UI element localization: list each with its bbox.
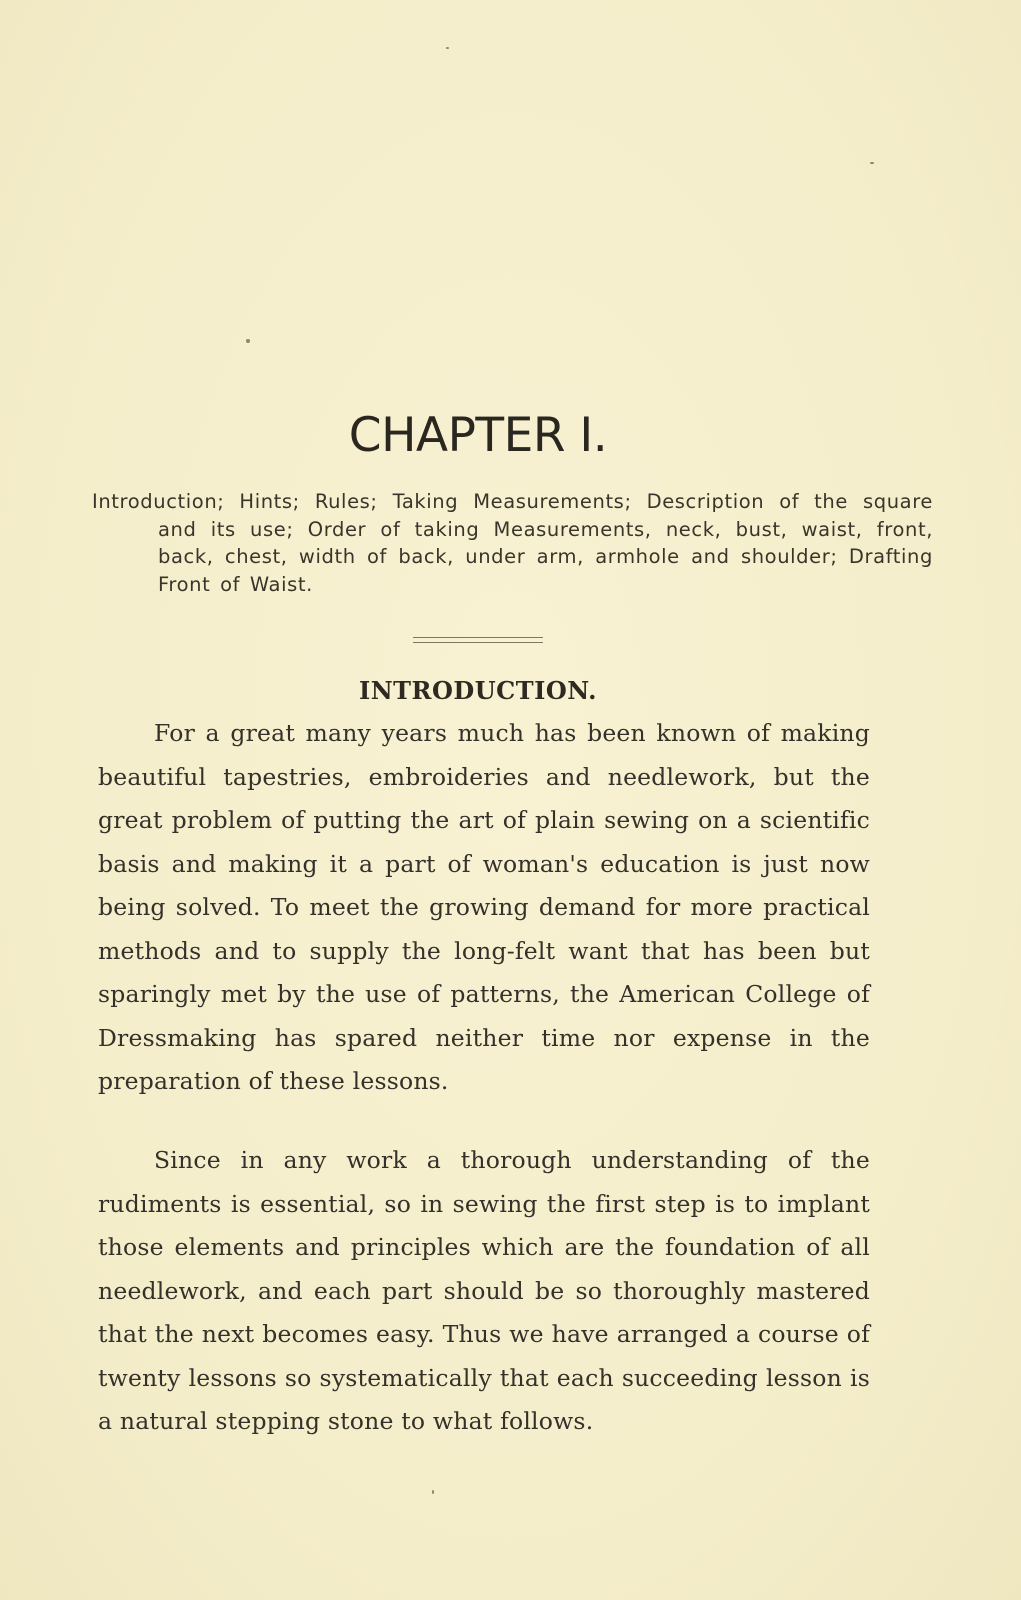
body-paragraph: For a great many years much has been known of making beautiful tapestries, embroideries and needlework, but the great problem of putting the art of plain sewing on a scientific basis and making it a part of woman's education is just now being solved. To meet the growing demand for more practical methods and to supply the long-felt want that has been but sparingly met by the use of patterns, the American College of Dressmaking has spared neither time nor expense in the preparation of these lessons. <box>98 719 870 1095</box>
paper-speck <box>870 162 874 164</box>
paper-speck <box>246 339 250 343</box>
paper-speck <box>446 47 449 49</box>
chapter-title: CHAPTER I. <box>348 408 608 463</box>
chapter-summary: Introduction; Hints; Rules; Taking Measurements; Description of the square and its use; Order of taking Measurements, neck, bust, waist, front, back, chest, width of back, under arm, armhole and shoulder; Drafting Front of Waist. <box>92 490 933 596</box>
paper-speck <box>432 1490 434 1494</box>
section-heading: INTRODUCTION. <box>359 676 597 705</box>
divider-rule-bottom <box>413 642 543 643</box>
body-paragraph: Since in any work a thorough understanding of the rudiments is essential, so in sewing the first step is to implant those elements and principles which are the foundation of all needlework, and each part should be so thoroughly mastered that the next becomes easy. Thus we have arranged a course of twenty lessons so systematically that each succeeding lesson is a natural stepping stone to what follows. <box>98 1146 870 1435</box>
divider-rule-top <box>413 637 543 638</box>
